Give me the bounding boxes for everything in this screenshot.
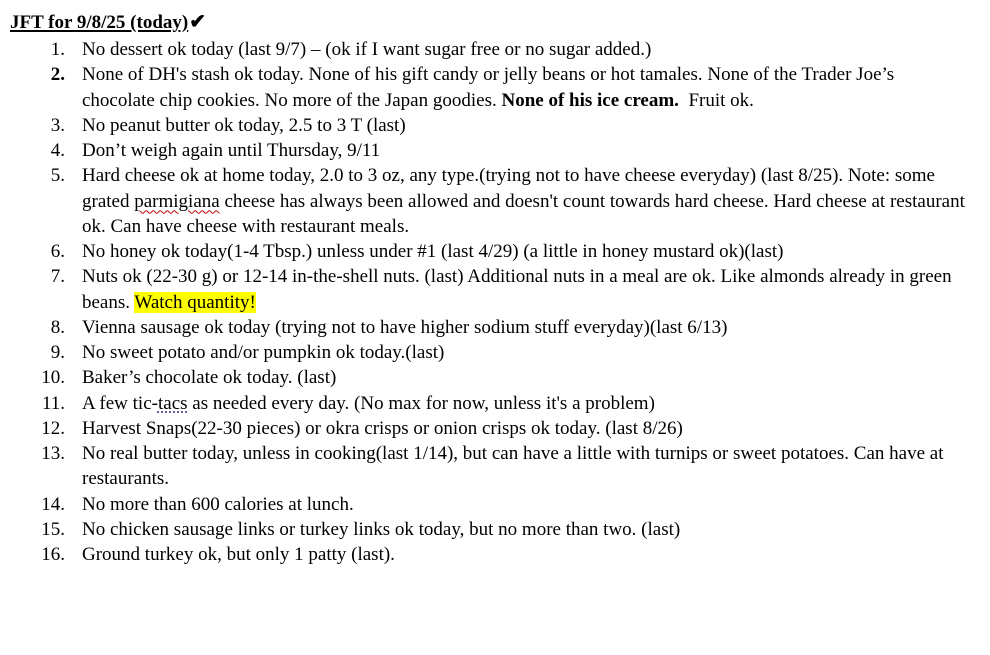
list-item: [0, 365, 990, 390]
list-item: [0, 542, 990, 567]
list-item: [0, 113, 990, 138]
item-text-part: A few tic-: [82, 392, 158, 414]
item-number: 1.: [50, 39, 65, 60]
item-text: No honey ok today(1-4 Tbsp.) unless under #1 (last 4/29) (a little in honey mustard ok)(last): [82, 241, 784, 262]
item-number: 12.: [41, 417, 65, 439]
item-number: 11.: [41, 392, 65, 414]
list-item: [0, 517, 990, 542]
item-text: No dessert ok today (last 9/7) – (ok if I want sugar free or no sugar added.): [82, 39, 652, 60]
item-text: [82, 264, 970, 315]
item-number: 10.: [41, 367, 65, 389]
list-item: [0, 315, 990, 340]
item-number: 15.: [41, 518, 65, 540]
spellcheck-word[interactable]: parmigiana: [134, 190, 220, 212]
list-item: [0, 62, 990, 113]
item-text: No chicken sausage links or turkey links ok today, but no more than two. (last): [82, 518, 681, 540]
item-text: No peanut butter ok today, 2.5 to 3 T (last): [82, 114, 406, 136]
item-text-part: Nuts ok (22-30 g) or 12-14 in-the-shell nuts. (last) Additional nuts in a meal are ok. Like almonds already in green beans.: [82, 266, 952, 313]
list-item: [0, 37, 990, 62]
item-number: 13.: [41, 443, 65, 464]
list-item: [0, 239, 990, 264]
grammar-marked-word[interactable]: tacs: [157, 392, 188, 414]
item-number: 8.: [50, 316, 65, 338]
item-text: Harvest Snaps(22-30 pieces) or okra crisps or onion crisps ok today. (last 8/26): [82, 417, 683, 439]
item-text: No sweet potato and/or pumpkin ok today.(last): [82, 342, 445, 363]
item-text-part: as needed every day. (No max for now, unless it's a problem): [187, 392, 655, 414]
list-item: [0, 492, 990, 517]
list-item: [0, 138, 990, 163]
list-item: [0, 340, 990, 365]
item-text-part: Fruit ok.: [678, 89, 754, 111]
item-number: 2.: [50, 64, 65, 86]
item-text-part: None of DH's stash ok today. None of his gift candy or jelly beans or hot tamales. None of the Trader Joe’s chocolate chip cookies. No more of the Japan goodies.: [82, 64, 895, 111]
list-item: [0, 163, 990, 239]
list-item: [0, 441, 990, 492]
item-number: 7.: [50, 266, 65, 288]
item-text: [82, 391, 970, 416]
item-text-part: Hard cheese ok at home today, 2.0 to 3 oz, any type.(trying not to have cheese everyday) (last 8/25). Note: some grated: [82, 165, 935, 212]
item-text: Baker’s chocolate ok today. (last): [82, 367, 337, 389]
list-item: [0, 391, 990, 416]
list-item: [0, 416, 990, 441]
item-number: 9.: [50, 342, 65, 363]
item-text: [82, 163, 970, 239]
item-text: No more than 600 calories at lunch.: [82, 493, 354, 515]
bold-text: None of his ice cream.: [501, 89, 679, 111]
numbered-list: [0, 37, 990, 567]
list-item: [0, 264, 990, 315]
checkmark-icon: ✔: [189, 11, 206, 33]
item-number: 5.: [50, 165, 65, 187]
item-number: 16.: [41, 544, 65, 565]
item-text: No real butter today, unless in cooking(last 1/14), but can have a little with turnips or sweet potatoes. Can have at restaurants.: [82, 443, 944, 490]
item-number: 4.: [50, 140, 65, 161]
item-text: [82, 62, 970, 113]
item-number: 6.: [50, 241, 65, 262]
page-title: [10, 9, 206, 36]
item-number: 14.: [41, 493, 65, 515]
title-text: JFT for 9/8/25 (today): [10, 12, 189, 33]
highlighted-text: Watch quantity!: [134, 291, 256, 313]
item-text: Ground turkey ok, but only 1 patty (last).: [82, 544, 395, 565]
item-number: 3.: [50, 114, 65, 136]
item-text: Don’t weigh again until Thursday, 9/11: [82, 140, 381, 161]
item-text: Vienna sausage ok today (trying not to have higher sodium stuff everyday)(last 6/13): [82, 316, 728, 338]
item-text-part: cheese has always been allowed and doesn't count towards hard cheese. Hard cheese at restaurant ok. Can have cheese with restaurant meals.: [82, 190, 965, 237]
